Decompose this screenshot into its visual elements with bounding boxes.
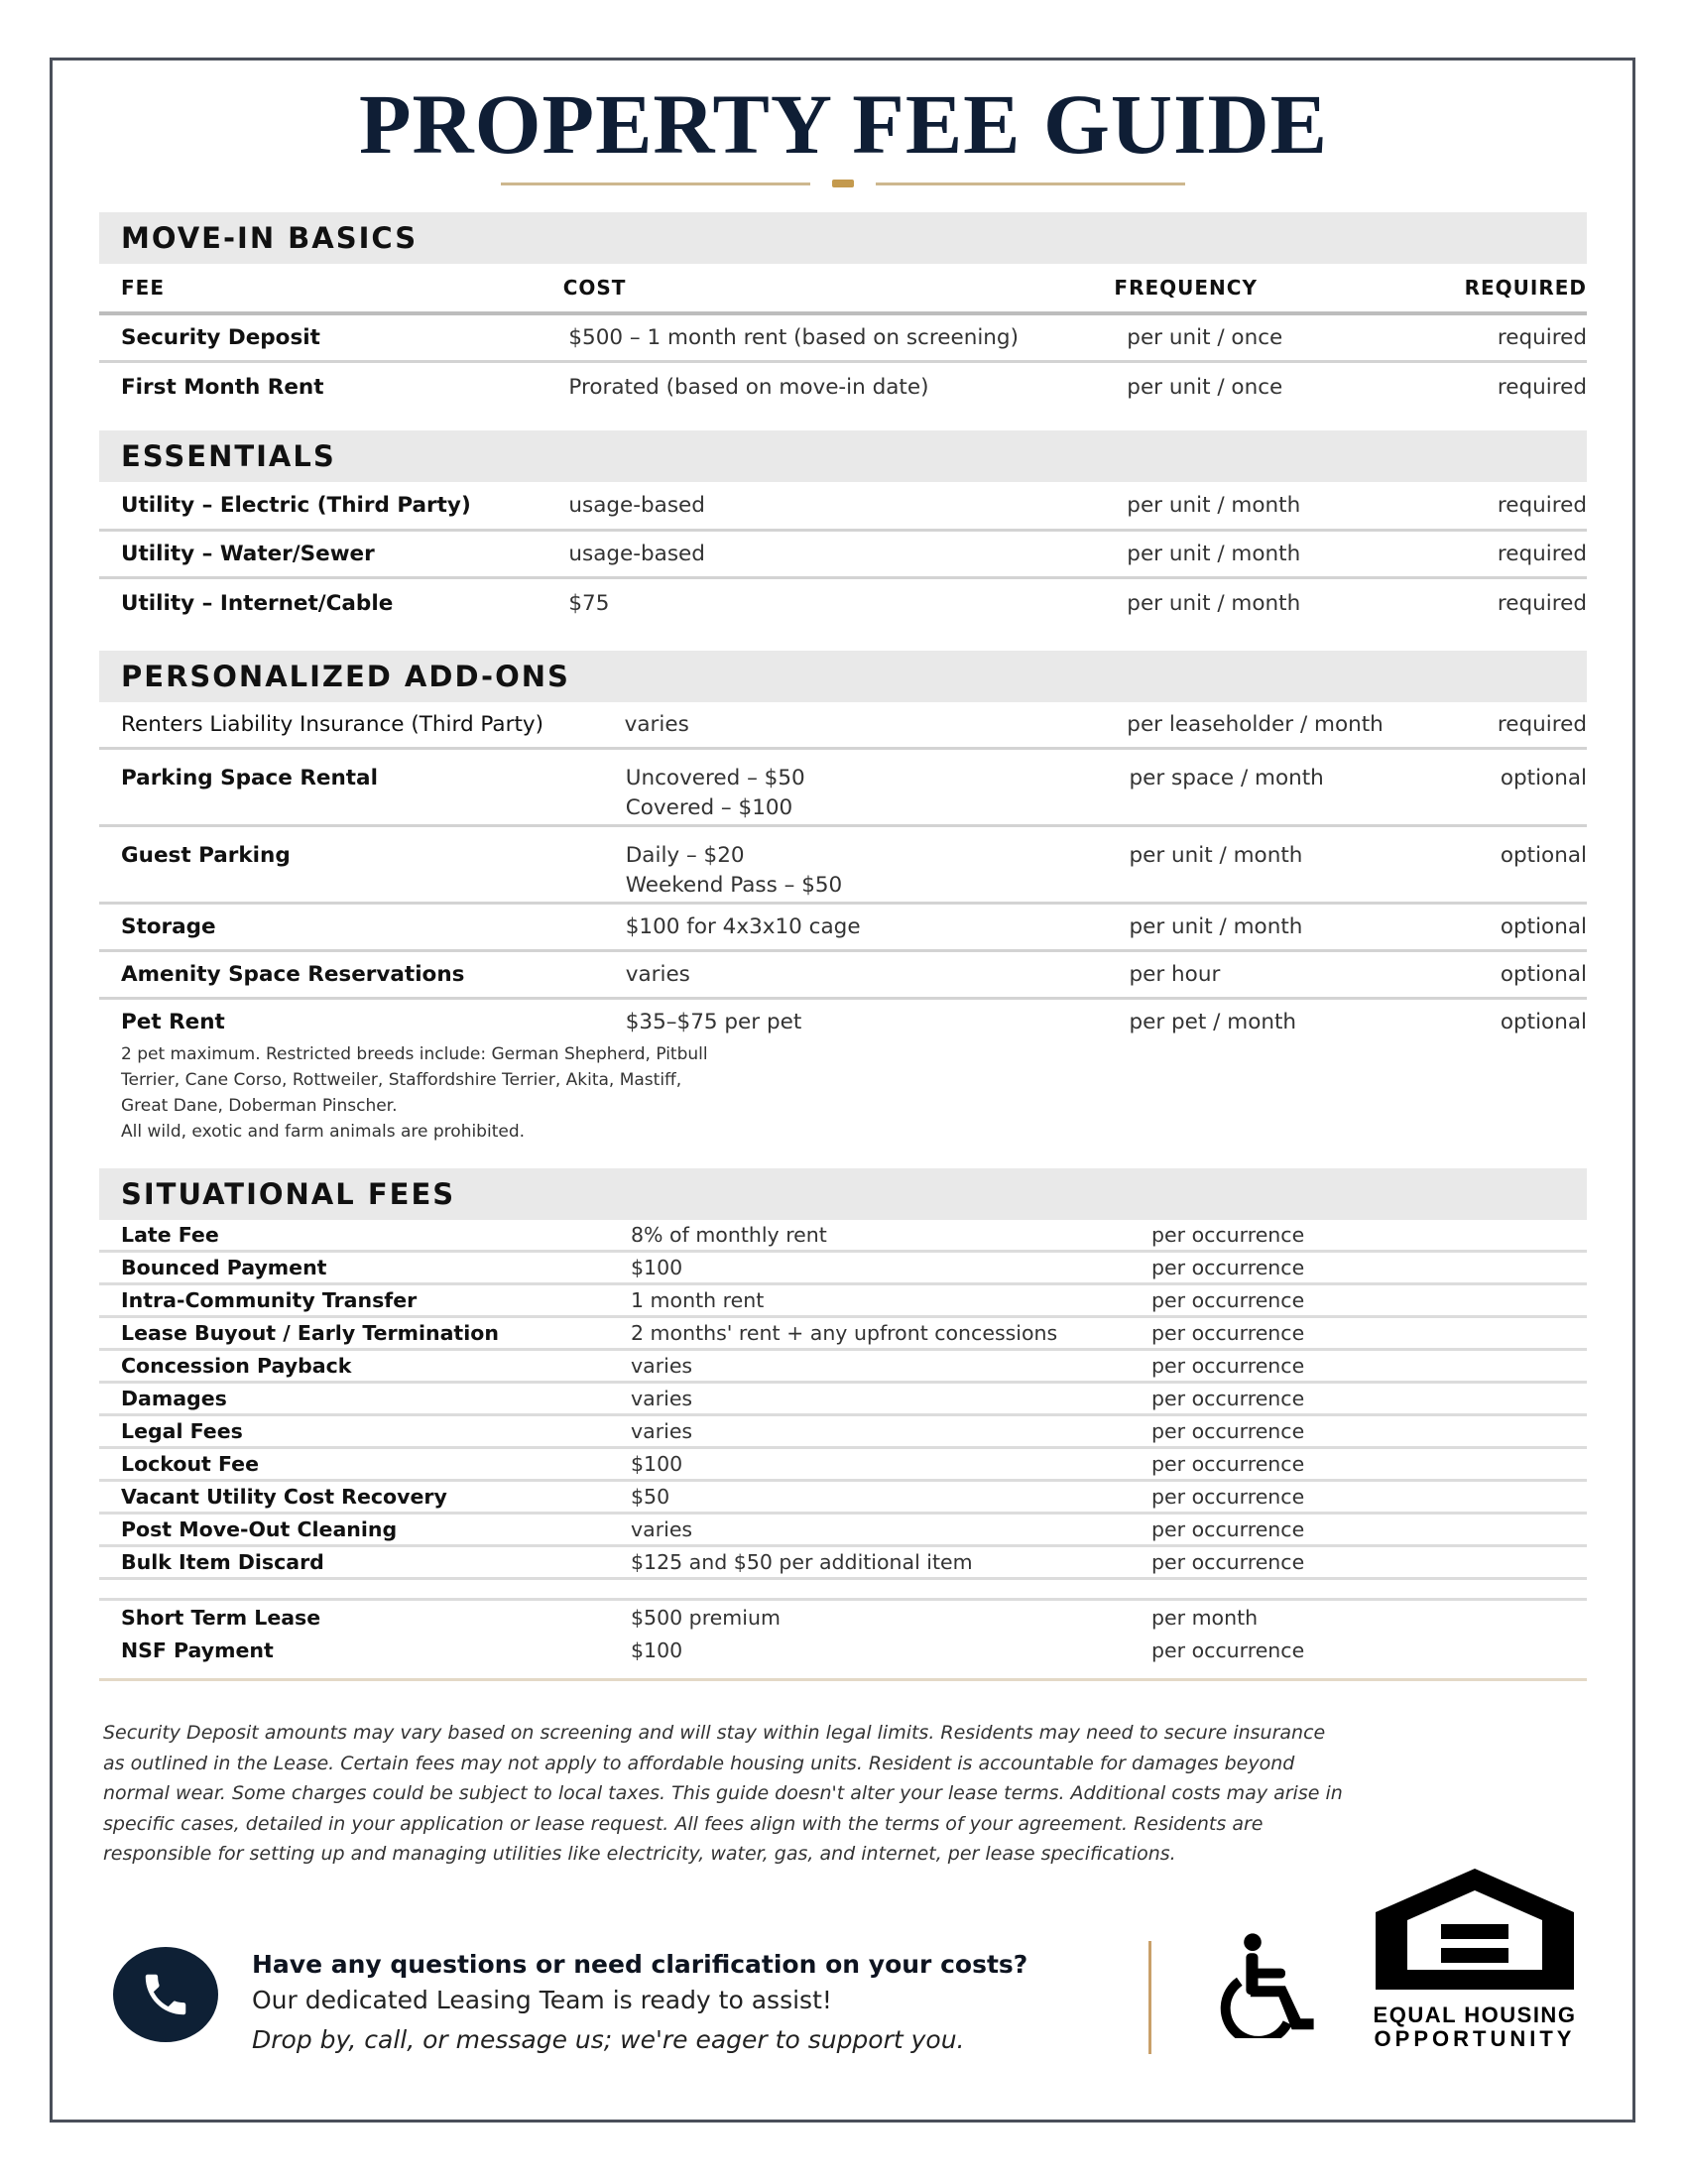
wheelchair-icon — [1220, 1929, 1329, 2042]
fee-frequency: per occurrence — [1151, 1638, 1305, 1662]
disclaimer-text: Security Deposit amounts may vary based on screening and will stay within legal limits. Residents may need to secure insurance as outlined in the Lease. Certain fees may not apply to affordable housing units. Resident is accountable for damages beyond normal wear. Some charges could be subject to local taxes. This guide doesn't alter your lease terms. Additional costs may arise in specific cases, detailed in your application or lease request. All fees align with the terms of your agreement. Residents are responsible for setting up and managing utilities like electricity, water, gas, and internet, per lease specifications. — [103, 1722, 1343, 1865]
fee-required: optional — [1500, 962, 1587, 987]
note-line: Terrier, Cane Corso, Rottweiler, Staffordshire Terrier, Akita, Mastiff, — [121, 1070, 682, 1090]
fee-name: First Month Rent — [121, 374, 324, 400]
fee-required: required — [1497, 374, 1587, 400]
fee-frequency: per leaseholder / month — [1127, 712, 1384, 737]
contact-drop-by: Drop by, call, or message us; we're eager to support you. — [252, 2025, 965, 2054]
fee-name: Legal Fees — [121, 1419, 243, 1443]
situational-rows — [99, 1220, 1587, 1580]
fee-cost: $100 for 4x3x10 cage — [625, 914, 861, 939]
eho-line2: OPPORTUNITY — [1374, 2026, 1576, 2051]
fee-cost: $50 — [631, 1485, 670, 1509]
fee-name: Damages — [121, 1387, 227, 1410]
fee-cost: $100 — [631, 1452, 683, 1476]
fee-cost: varies — [631, 1387, 693, 1410]
section-heading: ESSENTIALS — [99, 430, 1587, 482]
col-fee: FEE — [121, 276, 165, 300]
table-row — [99, 1253, 1587, 1285]
table-row — [99, 315, 1587, 363]
contact-assist: Our dedicated Leasing Team is ready to assist! — [252, 1986, 832, 2014]
section-situational — [99, 1168, 1587, 1681]
fee-frequency: per unit / once — [1127, 325, 1283, 350]
fee-cost: $75 — [568, 590, 610, 616]
fee-frequency: per pet / month — [1129, 1010, 1297, 1034]
table-row — [99, 1285, 1587, 1318]
fee-frequency: per unit / month — [1127, 493, 1301, 518]
table-row — [99, 1515, 1587, 1547]
fee-cost: usage-based — [568, 542, 705, 566]
table-row — [99, 750, 1587, 827]
fee-name: NSF Payment — [121, 1638, 274, 1662]
equal-housing-logo — [1371, 1865, 1579, 2051]
fee-required: optional — [1500, 843, 1587, 868]
fee-required: required — [1497, 542, 1587, 566]
fee-required: required — [1497, 590, 1587, 616]
fee-name: Guest Parking — [121, 843, 291, 868]
fee-name: Lockout Fee — [121, 1452, 259, 1476]
section-addons — [99, 651, 1587, 1145]
fee-frequency: per occurrence — [1151, 1223, 1305, 1247]
table-row — [99, 579, 1587, 627]
fee-cost: varies — [625, 962, 690, 987]
fee-frequency: per unit / month — [1127, 542, 1301, 566]
section-heading: MOVE-IN BASICS — [99, 212, 1587, 264]
cost-line: Uncovered – $50 — [625, 766, 805, 790]
fee-frequency: per occurrence — [1151, 1485, 1305, 1509]
table-row — [99, 1351, 1587, 1384]
table-row — [99, 1449, 1587, 1482]
fee-name: Lease Buyout / Early Termination — [121, 1321, 499, 1345]
fee-name: Concession Payback — [121, 1354, 352, 1378]
fee-cost: 1 month rent — [631, 1288, 765, 1312]
fee-frequency: per occurrence — [1151, 1452, 1305, 1476]
fee-name: Parking Space Rental — [121, 766, 378, 790]
fee-cost: $125 and $50 per additional item — [631, 1550, 973, 1574]
table-row — [99, 482, 1587, 532]
fee-name: Bulk Item Discard — [121, 1550, 324, 1574]
note-line: 2 pet maximum. Restricted breeds include: German Shepherd, Pitbull — [121, 1044, 708, 1064]
table-row — [99, 702, 1587, 750]
fee-frequency: per unit / month — [1129, 843, 1303, 868]
cost-line: Weekend Pass – $50 — [625, 873, 843, 898]
column-headers — [99, 264, 1587, 315]
section-move-in — [99, 212, 1587, 411]
fee-cost: varies — [631, 1354, 693, 1378]
contact-divider — [1148, 1941, 1151, 2054]
fee-name: Storage — [121, 914, 216, 939]
fee-frequency: per space / month — [1129, 766, 1324, 790]
fee-name: Renters Liability Insurance (Third Party) — [121, 712, 543, 737]
fee-frequency: per occurrence — [1151, 1517, 1305, 1541]
fee-cost: $100 — [631, 1256, 683, 1279]
fee-name: Utility – Internet/Cable — [121, 590, 394, 616]
fee-frequency: per occurrence — [1151, 1354, 1305, 1378]
table-row — [99, 1601, 1587, 1634]
fee-name: Vacant Utility Cost Recovery — [121, 1485, 447, 1509]
cost-line: Covered – $100 — [625, 795, 793, 820]
fee-cost: varies — [631, 1419, 693, 1443]
fee-name: Intra-Community Transfer — [121, 1288, 418, 1312]
fee-frequency: per occurrence — [1151, 1288, 1305, 1312]
fee-cost: 8% of monthly rent — [631, 1223, 827, 1247]
fee-frequency: per hour — [1129, 962, 1221, 987]
fee-name: Utility – Electric (Third Party) — [121, 493, 471, 518]
fee-required: required — [1497, 325, 1587, 350]
section-heading: SITUATIONAL FEES — [99, 1168, 1587, 1220]
fee-frequency: per occurrence — [1151, 1256, 1305, 1279]
eho-line1: EQUAL HOUSING — [1373, 2002, 1577, 2027]
fee-frequency: per unit / month — [1129, 914, 1303, 939]
fee-cost: varies — [631, 1517, 693, 1541]
fee-required: required — [1497, 712, 1587, 737]
fee-cost: usage-based — [568, 493, 705, 518]
table-row-pet-rent — [99, 1000, 1587, 1039]
table-row — [99, 1634, 1587, 1666]
fee-name: Pet Rent — [121, 1010, 225, 1034]
fee-frequency: per occurrence — [1151, 1321, 1305, 1345]
table-row — [99, 1547, 1587, 1580]
col-cost: COST — [562, 276, 627, 300]
fee-cost — [604, 750, 1108, 823]
fee-frequency: per occurrence — [1151, 1550, 1305, 1574]
table-row — [99, 1482, 1587, 1515]
fee-name: Late Fee — [121, 1223, 219, 1247]
table-row — [99, 532, 1587, 579]
note-line: All wild, exotic and farm animals are prohibited. — [121, 1122, 526, 1142]
col-frequency: FREQUENCY — [1114, 276, 1258, 300]
fee-required: optional — [1500, 914, 1587, 939]
fee-cost — [604, 827, 1108, 901]
contact-question: Have any questions or need clarification on your costs? — [252, 1950, 1028, 1979]
fee-name: Post Move-Out Cleaning — [121, 1517, 398, 1541]
table-row — [99, 1384, 1587, 1416]
fee-cost: $35–$75 per pet — [625, 1010, 802, 1034]
contact-block — [252, 1947, 1145, 2062]
fee-cost: $100 — [631, 1638, 683, 1662]
fee-name: Security Deposit — [121, 325, 320, 350]
fee-cost: varies — [624, 712, 689, 737]
pet-restrictions-note — [99, 1039, 835, 1145]
page-title: PROPERTY FEE GUIDE — [359, 76, 1328, 172]
fee-cost: $500 premium — [631, 1605, 781, 1630]
fee-frequency: per occurrence — [1151, 1419, 1305, 1443]
fee-cost: $500 – 1 month rent (based on screening) — [568, 325, 1019, 350]
fee-required: optional — [1500, 766, 1587, 790]
fee-required: optional — [1500, 1010, 1587, 1034]
fee-name: Bounced Payment — [121, 1256, 327, 1279]
cost-line: Daily – $20 — [625, 843, 745, 868]
fee-cost: Prorated (based on move-in date) — [568, 374, 929, 400]
col-required: REQUIRED — [1464, 276, 1587, 300]
fee-frequency: per unit / once — [1127, 374, 1283, 400]
note-line: Great Dane, Doberman Pinscher. — [121, 1096, 398, 1116]
section-essentials — [99, 430, 1587, 627]
fee-name: Amenity Space Reservations — [121, 962, 465, 987]
table-row — [99, 905, 1587, 952]
fee-name: Short Term Lease — [121, 1605, 321, 1630]
phone-icon — [113, 1947, 218, 2042]
fee-name: Utility – Water/Sewer — [121, 542, 375, 566]
section-heading: PERSONALIZED ADD-ONS — [99, 651, 1587, 702]
table-row — [99, 1416, 1587, 1449]
table-row — [99, 952, 1587, 1000]
house-icon — [1371, 1865, 1579, 1992]
fee-required: required — [1497, 493, 1587, 518]
situational-extra-rows — [99, 1601, 1587, 1666]
table-row — [99, 1318, 1587, 1351]
fee-frequency: per month — [1151, 1605, 1259, 1630]
fee-cost: 2 months' rent + any upfront concessions — [631, 1321, 1058, 1345]
table-row — [99, 827, 1587, 905]
fee-frequency: per unit / month — [1127, 590, 1301, 616]
table-row — [99, 1220, 1587, 1253]
fee-frequency: per occurrence — [1151, 1387, 1305, 1410]
table-row — [99, 363, 1587, 411]
title-divider — [501, 180, 1185, 187]
